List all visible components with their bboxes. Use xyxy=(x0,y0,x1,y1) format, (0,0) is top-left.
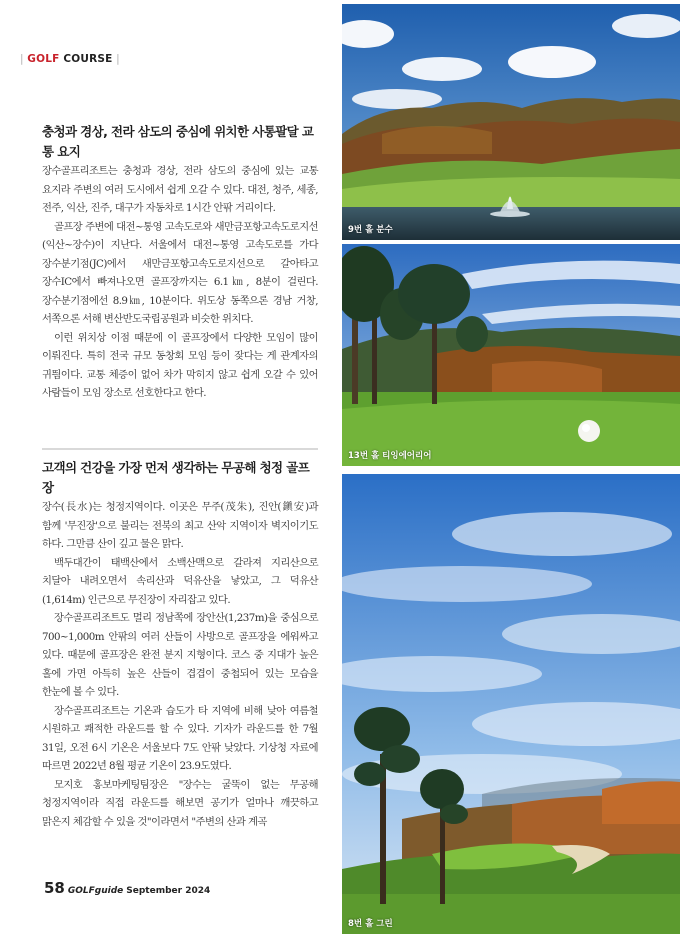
photo-caption: 8번 홀 그린 xyxy=(348,919,393,929)
section-tag-bar: | xyxy=(20,53,28,65)
section-tag-golf: GOLF xyxy=(27,53,60,65)
page-footer xyxy=(44,879,210,897)
green-landscape-image xyxy=(342,474,680,934)
issue-date: September 2024 xyxy=(126,886,211,896)
article-1-paragraph: 이런 위치상 이점 때문에 이 골프장에서 다양한 모임이 많이 이뤄진다. 특히 전국 규모 동창회 모임 등이 잦다는 게 관계자의 귀띔이다. 교통 체증이 없어 차가 막히지 않고 쉽게 오갈 수 있어 사람들이 모임 장소로 선호한다고 한다. xyxy=(42,331,318,399)
tee-landscape-image xyxy=(342,244,680,466)
article-2-paragraph: 장수골프리조트도 멀리 정남쪽에 장안산(1,237m)을 중심으로 700~1,000m 안팎의 여러 산들이 사방으로 골프장을 에워싸고 있다. 때문에 골프장은 완전 분지 지형이다. 코스 중 지대가 높은 홀에 가면 아득히 높은 산들이 겹겹이 중첩되어 있는 모습을 한눈에 볼 수 있다. xyxy=(42,612,318,698)
fountain-landscape-image xyxy=(342,4,680,240)
article-1 xyxy=(42,122,318,403)
photo-caption: 13번 홀 티잉에어리어 xyxy=(348,451,432,461)
article-2 xyxy=(42,458,318,831)
article-2-paragraph: 장수골프리조트는 기온과 습도가 타 지역에 비해 낮아 여름철 시원하고 쾌적한 라운드를 할 수 있다. 기자가 라운드를 한 7월 31일, 오전 6시 기온은 서울보다 7도 안팎 낮았다. 기상청 자료에 따르면 2022년 8월 평균 기온이 23.9도였다. xyxy=(42,704,318,772)
page-number: 58 xyxy=(44,879,65,897)
article-2-heading: 고객의 건강을 가장 먼저 생각하는 무공해 청정 골프장 xyxy=(42,460,310,495)
photo-caption: 9번 홀 분수 xyxy=(348,225,393,235)
article-1-paragraph: 골프장 주변에 대전~통영 고속도로와 새만금포항고속도로지선(익산~장수)이 지난다. 서울에서 대전~통영 고속도로를 가다 장수분기점(JC)에서 새만금포항고속도로지선으로 갈아타고 장수IC에서 빠져나오면 골프장까지는 6.1㎞, 8분이 걸린다. 장수분기점에선 8.9㎞, 10분이다. 위도상 동쪽으론 경남 거창, 서쪽으론 서해 변산반도국립공원과 비슷한 위치다. xyxy=(42,220,318,325)
section-tag-course: COURSE xyxy=(63,53,113,65)
article-2-paragraph: 모지호 홍보마케팅팀장은 "장수는 굴뚝이 없는 무공해 청정지역이라 직접 라운드를 해보면 공기가 얼마나 깨끗하고 맑은지 체감할 수 있을 것"이라면서 "주변의 산과 계곡 xyxy=(42,778,318,828)
article-1-heading: 충청과 경상, 전라 삼도의 중심에 위치한 사통팔달 교통 요지 xyxy=(42,124,314,159)
magazine-brand: GOLFguide xyxy=(67,886,124,896)
section-tag-bar: | xyxy=(112,53,120,65)
section-tag xyxy=(20,53,120,65)
photo-hole-9-fountain xyxy=(342,4,680,240)
section-divider xyxy=(42,448,318,450)
photo-hole-13-tee xyxy=(342,244,680,466)
article-2-paragraph: 백두대간이 태백산에서 소백산맥으로 갈라져 지리산으로 치달아 내려오면서 속리산과 덕유산을 낳았고, 그 덕유산(1,614m) 인근으로 무진장이 자리잡고 있다. xyxy=(42,556,318,606)
article-2-paragraph: 장수(長水)는 청정지역이다. 이곳은 무주(茂朱), 진안(鎭安)과 함께 '무진장'으로 불리는 전북의 최고 산악 지역이자 벽지이기도 하다. 그만큼 산이 깊고 물은 맑다. xyxy=(42,501,318,550)
photo-hole-8-green xyxy=(342,474,680,934)
article-1-paragraph: 장수골프리조트는 충청과 경상, 전라 삼도의 중심에 있는 교통 요지라 주변의 여러 도시에서 쉽게 오갈 수 있다. 대전, 청주, 세종, 전주, 익산, 진주, 대구가 자동차로 1시간 안팎 거리이다. xyxy=(42,165,318,214)
